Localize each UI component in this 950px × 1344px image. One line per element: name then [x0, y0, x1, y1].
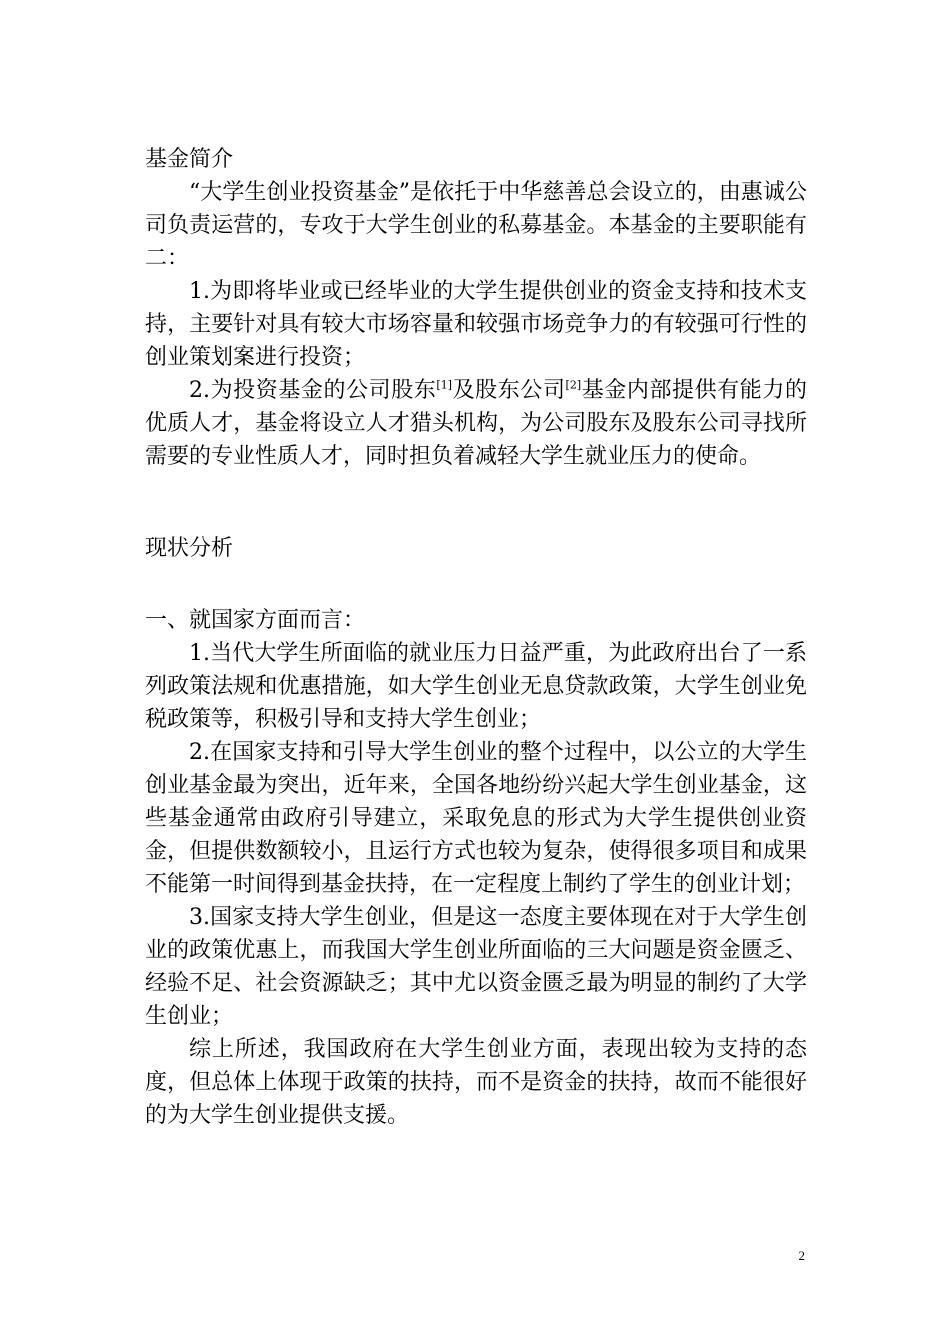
- section-status-analysis: [145, 532, 807, 565]
- subheading-national-aspect: 一、就国家方面而言：: [145, 608, 366, 633]
- paragraph-function-1: 1.为即将毕业或已经毕业的大学生提供创业的资金支持和技术支持，主要针对具有较大市场容量和较强市场竞争力的有较强可行性的创业策划案进行投资；: [145, 279, 807, 370]
- section-fund-intro: [145, 143, 807, 473]
- section-heading-fund-intro: 基金简介: [145, 147, 234, 172]
- function-2-text-c: 基金内部提供有能力的优质人才，基金将设立人才猎头机构，为公司股东及股东公司寻找所需要的专业性质人才，同时担负着减轻大学生就业压力的使命。: [145, 378, 807, 469]
- footnote-ref-2[interactable]: [2]: [565, 378, 582, 392]
- paragraph-intro: “大学生创业投资基金”是依托于中华慈善总会设立的，由惠诚公司负责运营的，专攻于大学生创业的私募基金。本基金的主要职能有二：: [145, 180, 807, 271]
- paragraph-national-3: 3.国家支持大学生创业，但是这一态度主要体现在对于大学生创业的政策优惠上，而我国大学生创业所面临的三大问题是资金匮乏、经验不足、社会资源缺乏；其中尤以资金匮乏最为明显的制约了大学生创业；: [145, 905, 807, 1029]
- paragraph-national-1: 1.当代大学生所面临的就业压力日益严重，为此政府出台了一系列政策法规和优惠措施，如大学生创业无息贷款政策，大学生创业免税政策等，积极引导和支持大学生创业；: [145, 641, 807, 732]
- page-number: 2: [798, 1248, 805, 1263]
- paragraph-summary: 综上所述，我国政府在大学生创业方面，表现出较为支持的态度，但总体上体现于政策的扶持，而不是资金的扶持，故而不能很好的为大学生创业提供支援。: [145, 1037, 807, 1128]
- footnote-ref-1[interactable]: [1]: [436, 378, 453, 392]
- section-heading-status-analysis: 现状分析: [145, 536, 234, 561]
- paragraph-national-2: 2.在国家支持和引导大学生创业的整个过程中，以公立的大学生创业基金最为突出，近年来，全国各地纷纷兴起大学生创业基金，这些基金通常由政府引导建立，采取免息的形式为大学生提供创业资金，但提供数额较小，且运行方式也较为复杂，使得很多项目和成果不能第一时间得到基金扶持，在一定程度上制约了学生的创业计划；: [145, 740, 807, 897]
- paragraph-function-2: [145, 374, 807, 473]
- function-2-text-a: 2.为投资基金的公司股东: [189, 378, 437, 403]
- section-national-aspect: [145, 604, 807, 1132]
- function-2-text-b: 及股东公司: [452, 378, 566, 403]
